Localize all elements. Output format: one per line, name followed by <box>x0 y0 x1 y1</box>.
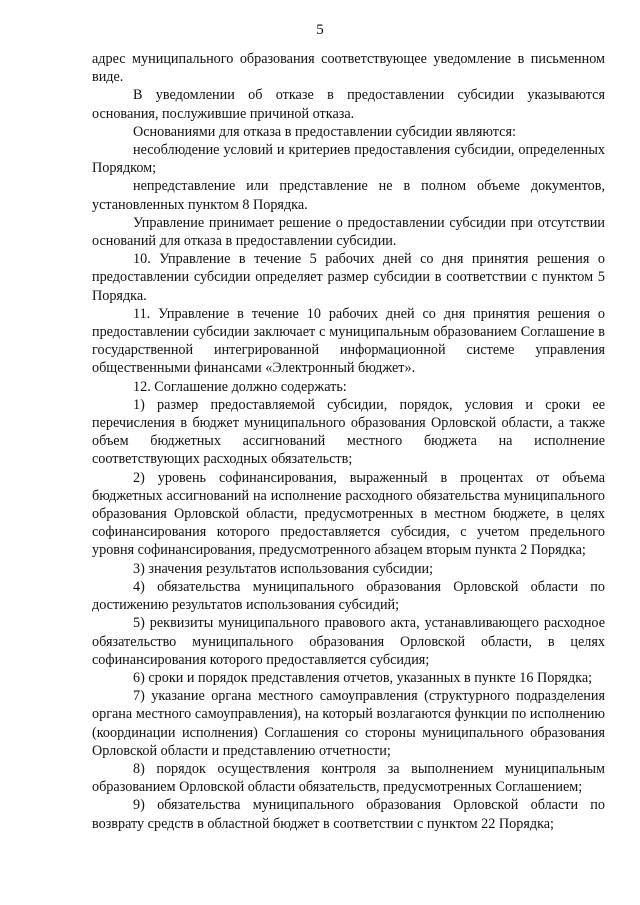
paragraph: Управление принимает решение о предоставлении субсидии при отсутствии оснований для отказа в предоставлении субсидии. <box>92 214 605 250</box>
paragraph: 12. Соглашение должно содержать: <box>133 378 347 395</box>
page-number: 5 <box>316 22 324 38</box>
list-item: 8) порядок осуществления контроля за выполнением муниципальным образованием Орловской области обязательств, предусмотренных Соглашением; <box>92 760 605 796</box>
list-item: 5) реквизиты муниципального правового акта, устанавливающего расходное обязательство муниципального образования Орловской области, в целях софинансирования которого предоставляется субсидия; <box>92 615 605 668</box>
list-item: 7) указание органа местного самоуправления (структурного подразделения органа местного самоуправления), на который возлагаются функции по исполнению (координации исполнения) Соглашения со стороны муниципального образования Орловской области и представлению отчетности; <box>92 688 605 759</box>
list-item: 6) сроки и порядок представления отчетов, указанных в пункте 16 Порядка; <box>133 669 593 686</box>
paragraph: 11. Управление в течение 10 рабочих дней со дня принятия решения о предоставлении субсидии заключает с муниципальным образованием Соглашение в государственной интегрированной информационной системе управления общественными финансами «Электронный бюджет». <box>92 305 605 377</box>
paragraph: непредставление или представление не в полном объеме документов, установленных пунктом 8 Порядка. <box>92 178 605 213</box>
paragraph: В уведомлении об отказе в предоставлении субсидии указываются основания, послужившие причиной отказа. <box>92 87 605 122</box>
document-body <box>92 50 605 833</box>
list-item: 2) уровень софинансирования, выраженный в процентах от объема бюджетных ассигнований на исполнение расходного обязательства муниципального образования Орловской области, предусмотренных в местном бюджете, в целях софинансирования которого предоставляется субсидия, с учетом предельного уровня софинансирования, предусмотренного абзацем вторым пункта 2 Порядка; <box>92 469 605 559</box>
list-item: 4) обязательства муниципального образования Орловской области по достижению результатов использования субсидий; <box>92 578 605 614</box>
list-item: 9) обязательства муниципального образования Орловской области по возврату средств в областной бюджет в соответствии с пунктом 22 Порядка; <box>92 797 605 832</box>
list-item: 1) размер предоставляемой субсидии, порядок, условия и сроки ее перечисления в бюджет муниципального образования Орловской области, а также объем бюджетных ассигнований местного бюджета на исполнение соответствующих расходных обязательств; <box>92 396 605 468</box>
paragraph: 10. Управление в течение 5 рабочих дней со дня принятия решения о предоставлении субсидии определяет размер субсидии в соответствии с пунктом 5 Порядка. <box>92 251 605 304</box>
paragraph: Основаниями для отказа в предоставлении субсидии являются: <box>133 123 516 140</box>
paragraph: адрес муниципального образования соответствующее уведомление в письменном виде. <box>92 51 605 86</box>
paragraph: несоблюдение условий и критериев предоставления субсидии, определенных Порядком; <box>92 142 605 177</box>
list-item: 3) значения результатов использования субсидии; <box>133 560 434 577</box>
